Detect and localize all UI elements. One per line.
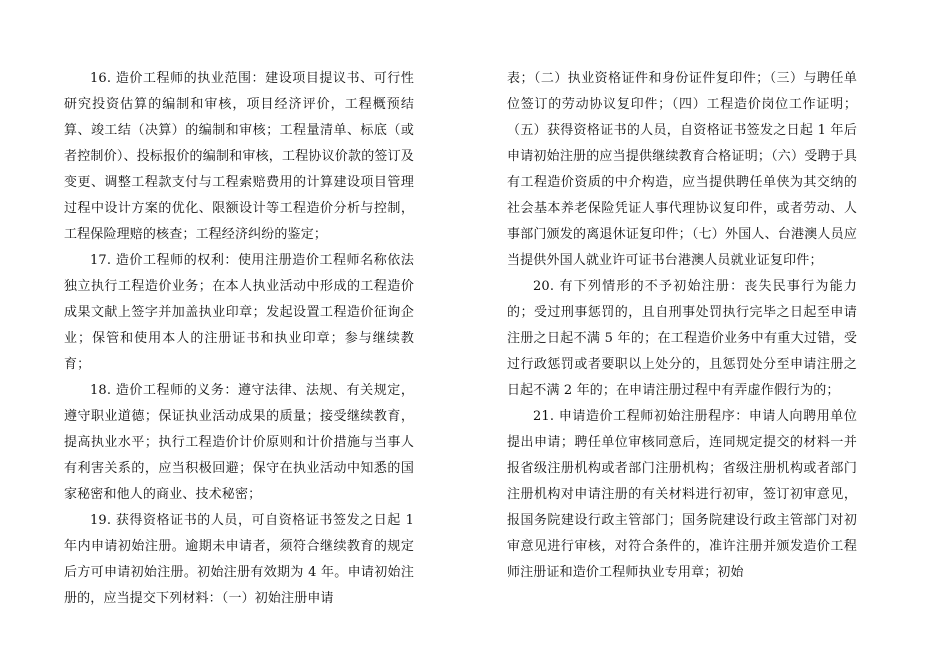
paragraph-20-registration-refusal: 20. 有下列情形的不予初始注册：丧失民事行为能力的；受过刑事惩罚的，且自刑事处罚执行完毕之日起至申请注册之日起不满 5 年的；在工程造价业务中有重大过错，受过行政惩罚或者要职以上处分的，且惩罚处分至申请注册之日起不满 2 年的；在申请注册过程中有弄虚作假行为的； bbox=[507, 279, 857, 398]
left-column bbox=[64, 66, 414, 612]
paragraph-19-initial-registration: 19. 获得资格证书的人员，可自资格证书签发之日起 1 年内申请初始注册。逾期未申请者，须符合继续教育的规定后方可申请初始注册。初始注册有效期为 4 年。申请初始注册的，应当提交下列材料：（一）初始注册申请 bbox=[64, 513, 414, 606]
paragraph-17-rights: 17. 造价工程师的权利：使用注册造价工程师名称依法独立执行工程造价业务；在本人执业活动中形成的工程造价成果文献上签字并加盖执业印章；发起设置工程造价征询企业；保管和使用本人的注册证书和执业印章；参与继续教育； bbox=[64, 253, 414, 372]
paragraph-18-obligations: 18. 造价工程师的义务：遵守法律、法规、有关规定，遵守职业道德；保证执业活动成果的质量；接受继续教育，提高执业水平；执行工程造价计价原则和计价措施与当事人有利害关系的，应当积极回避；保守在执业活动中知悉的国家秘密和他人的商业、技术秘密； bbox=[64, 383, 414, 502]
paragraph-19-continued: 表；（二）执业资格证件和身份证件复印件；（三）与聘任单位签订的劳动协议复印件；（四）工程造价岗位工作证明；（五）获得资格证书的人员，自资格证书签发之日起 1 年后申请初始注册的应当提供继续教育合格证明；（六）受聘于具有工程造价资质的中介构造，应当提供聘任单侠为其交纳的社会基本养老保险凭证人事代理协议复印件，或者劳动、人事部门颁发的离退休证复印件；（七）外国人、台港澳人员应当提供外国人就业许可证书台港澳人员就业证复印件； bbox=[507, 71, 857, 268]
paragraph-21-registration-procedure: 21. 申请造价工程师初始注册程序：申请人向聘用单位提出申请；聘任单位审核同意后，连同规定提交的材料一并报省级注册机构或者部门注册机构；省级注册机构或者部门注册机构对申请注册的有关材料进行初审，签订初审意见，报国务院建设行政主管部门；国务院建设行政主管部门对初审意见进行审核，对符合条件的，准许注册并颁发造价工程师注册证和造价工程师执业专用章；初始 bbox=[507, 409, 857, 580]
right-column bbox=[507, 66, 857, 586]
paragraph-16-practice-scope: 16. 造价工程师的执业范围：建设项目提议书、可行性研究投资估算的编制和审核，项目经济评价，工程概预结算、竣工结（决算）的编制和审核；工程量清单、标底（或者控制价）、投标报价的编制和审核，工程协议价款的签订及变更、调整工程款支付与工程索赔费用的计算建设项目管理过程中设计方案的优化、限额设计等工程造价分析与控制，工程保险理赔的核查；工程经济纠纷的鉴定； bbox=[64, 71, 414, 242]
